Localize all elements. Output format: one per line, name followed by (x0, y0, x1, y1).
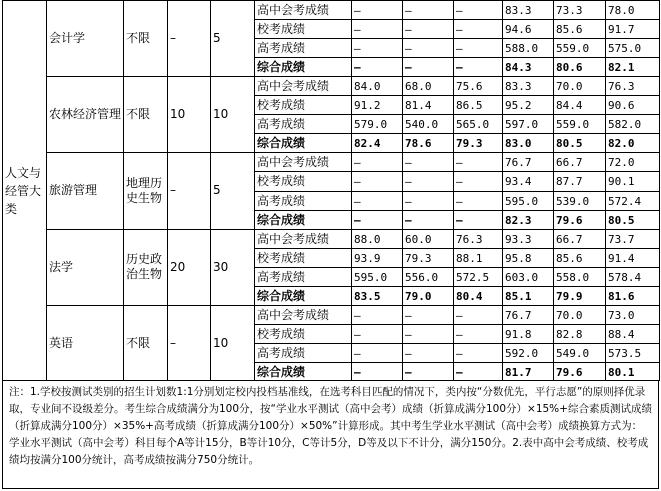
score-value: 81.7 (505, 365, 532, 379)
score-value: – (456, 155, 463, 169)
major-name: 旅游管理 (49, 183, 98, 197)
score-value: 82.8 (556, 327, 583, 341)
score-value: 79.3 (405, 251, 432, 265)
score-value: 575.0 (608, 41, 642, 55)
score-type-label: 校考成绩 (257, 97, 306, 112)
grid-vline (167, 0, 168, 381)
score-value: 82.3 (505, 213, 532, 227)
score-value: – (456, 175, 463, 188)
score-value: 91.8 (505, 327, 532, 341)
score-value: 597.0 (505, 117, 539, 131)
score-value: 556.0 (405, 270, 439, 284)
score-value: 79.6 (556, 365, 583, 379)
score-value: – (354, 41, 361, 55)
score-value: 565.0 (456, 117, 490, 131)
subject-requirement: 不限 (126, 30, 151, 45)
score-type-label: 校考成绩 (257, 326, 306, 341)
score-value: 83.0 (505, 136, 532, 150)
score-value: – (456, 346, 463, 360)
score-value: 85.1 (505, 289, 532, 303)
score-value: 79.3 (456, 136, 483, 150)
score-value: 76.3 (456, 232, 483, 246)
score-value: – (354, 22, 361, 36)
score-value: – (456, 308, 463, 322)
major-name: 会计学 (49, 30, 86, 45)
score-type-label: 综合成绩 (257, 135, 306, 150)
score-value: 80.4 (456, 289, 483, 303)
score-value: 85.6 (556, 251, 583, 265)
score-value: 75.6 (456, 79, 483, 93)
score-value: – (354, 194, 361, 208)
score-value: 73.0 (608, 308, 635, 322)
score-value: 88.1 (456, 251, 483, 265)
score-value: 93.4 (505, 175, 532, 188)
category-label: 人文与经管大类 (5, 165, 42, 216)
score-value: 93.3 (505, 232, 532, 246)
score-value: 578.4 (608, 270, 642, 284)
score-value: – (354, 155, 361, 169)
score-value: – (456, 194, 463, 208)
score-value: 82.4 (354, 136, 381, 150)
score-type-label: 高考成绩 (257, 40, 306, 55)
score-type-label: 高考成绩 (257, 345, 306, 360)
score-value: 95.8 (505, 251, 532, 265)
score-value: 73.7 (608, 232, 635, 246)
score-value: 79.0 (405, 289, 432, 303)
score-value: – (405, 346, 412, 360)
score-value: – (456, 41, 463, 55)
score-value: 73.3 (556, 3, 583, 17)
plan-count-b: 5 (213, 30, 221, 45)
score-value: 579.0 (354, 117, 388, 131)
score-value: – (405, 155, 412, 169)
score-value: 95.2 (505, 98, 532, 112)
score-value: 60.0 (405, 232, 432, 246)
score-value: – (456, 327, 463, 341)
score-type-label: 校考成绩 (257, 250, 306, 265)
score-value: 82.0 (608, 136, 635, 150)
plan-count-b: 30 (213, 259, 229, 274)
score-value: 559.0 (556, 41, 590, 55)
score-value: 80.6 (556, 60, 583, 74)
score-value: – (405, 175, 412, 188)
score-type-label: 高中会考成绩 (257, 154, 330, 169)
footnote-text: 注：1.学校按测试类别的招生计划数1:1分别划定校内投档基准线，在选考科目匹配的情况下，类内按“分数优先，平行志愿”的原则择优录取，专业间不设级差分。考生综合成绩满分为100分，按“学业水平测试（高中会考）成绩（折算成满分100分）×15%+综合素质测试成绩（折算成满分100分）×35%+高考成绩（折算成满分100分）×50%”计算形成。其中考生学业水平测试（高中会考）成绩换算方式为：学业水平测试（高中会考）科目每个A等计15分，B等计10分，C等计5分，D等及以下不计分，满分150分。2.表中高中会考成绩、校考成绩均按满分100分统计，高考成绩按满分750分统计。 (9, 386, 652, 466)
score-value: 76.7 (505, 155, 532, 169)
score-value: 80.5 (556, 136, 583, 150)
score-value: 85.6 (556, 22, 583, 36)
score-value: 78.0 (608, 3, 635, 17)
score-value: 572.4 (608, 194, 642, 208)
score-type-label: 校考成绩 (257, 21, 306, 36)
score-type-label: 综合成绩 (257, 212, 306, 227)
score-value: 94.6 (505, 22, 532, 36)
score-value: 83.3 (505, 3, 532, 17)
score-value: – (456, 3, 463, 17)
score-value: – (354, 213, 361, 227)
score-value: 84.0 (354, 79, 381, 93)
score-value: – (405, 41, 412, 55)
score-value: 88.0 (354, 232, 381, 246)
score-value: 582.0 (608, 117, 642, 131)
score-value: 84.4 (556, 98, 583, 112)
score-value: 66.7 (556, 232, 583, 246)
plan-count-a: 20 (170, 259, 186, 274)
score-type-label: 综合成绩 (257, 364, 306, 379)
score-value: 540.0 (405, 117, 439, 131)
major-name: 英语 (49, 335, 74, 350)
score-value: – (456, 365, 463, 379)
score-value: 79.6 (556, 213, 583, 227)
plan-count-b: 10 (213, 335, 229, 350)
score-value: 79.9 (556, 289, 583, 303)
score-value: – (405, 308, 412, 322)
score-value: 595.0 (354, 270, 388, 284)
score-value: – (354, 60, 361, 74)
plan-count-a: – (170, 335, 176, 350)
score-value: 72.0 (608, 155, 635, 169)
score-value: 76.7 (505, 308, 532, 322)
score-value: – (354, 346, 361, 360)
score-type-label: 综合成绩 (257, 288, 306, 303)
score-value: – (456, 60, 463, 74)
score-value: 572.5 (456, 270, 490, 284)
score-value: – (405, 22, 412, 36)
subject-requirement: 地理历史生物 (126, 175, 163, 205)
score-type-label: 高中会考成绩 (257, 2, 330, 17)
score-value: – (456, 22, 463, 36)
subject-requirement: 不限 (126, 335, 151, 350)
subject-requirement: 历史政治生物 (126, 252, 163, 281)
grid-vline (123, 0, 124, 381)
score-value: 603.0 (505, 270, 539, 284)
score-value: – (354, 175, 361, 188)
score-value: 91.4 (608, 251, 635, 265)
score-value: 86.5 (456, 98, 483, 112)
score-value: 80.5 (608, 213, 635, 227)
score-value: 88.4 (608, 327, 635, 341)
score-value: – (405, 327, 412, 341)
score-value: 70.0 (556, 79, 583, 93)
major-name: 法学 (49, 259, 74, 274)
plan-count-b: 10 (213, 106, 229, 121)
score-type-label: 综合成绩 (257, 59, 306, 74)
score-value: 84.3 (505, 60, 532, 74)
score-value: 539.0 (556, 194, 590, 208)
score-value: 90.6 (608, 98, 635, 112)
score-type-label: 高中会考成绩 (257, 307, 330, 322)
score-value: 595.0 (505, 194, 539, 208)
score-value: 83.3 (505, 79, 532, 93)
score-value: – (405, 194, 412, 208)
subject-requirement: 不限 (126, 106, 151, 121)
score-type-label: 校考成绩 (257, 174, 306, 188)
score-value: – (405, 60, 412, 74)
score-value: 91.7 (608, 22, 635, 36)
major-name: 农林经济管理 (49, 106, 121, 121)
score-value: 549.0 (556, 346, 590, 360)
score-value: 81.6 (608, 289, 635, 303)
score-value: 68.0 (405, 79, 432, 93)
score-value: 91.2 (354, 98, 381, 112)
score-value: 76.3 (608, 79, 635, 93)
score-value: – (354, 308, 361, 322)
grid-vline (46, 0, 47, 381)
score-value: – (405, 3, 412, 17)
grid-vline (210, 0, 211, 381)
score-value: 592.0 (505, 346, 539, 360)
score-value: 78.6 (405, 136, 432, 150)
score-value: 70.0 (556, 308, 583, 322)
plan-count-a: – (170, 183, 176, 197)
score-value: 93.9 (354, 251, 381, 265)
score-value: – (456, 213, 463, 227)
score-value: 559.0 (556, 117, 590, 131)
score-value: – (405, 213, 412, 227)
score-type-label: 高考成绩 (257, 116, 306, 131)
score-type-label: 高考成绩 (257, 269, 306, 284)
score-value: 588.0 (505, 41, 539, 55)
table-footnote (2, 381, 659, 489)
score-value: – (354, 3, 361, 17)
score-value: 80.1 (608, 365, 635, 379)
score-value: – (354, 327, 361, 341)
score-type-label: 高考成绩 (257, 193, 306, 208)
plan-count-a: – (170, 30, 176, 45)
score-value: 83.5 (354, 289, 381, 303)
score-value: 81.4 (405, 98, 432, 112)
score-value: – (405, 365, 412, 379)
score-value: 90.1 (608, 175, 635, 188)
plan-count-a: 10 (170, 106, 186, 121)
score-type-label: 高中会考成绩 (257, 78, 330, 93)
score-value: 558.0 (556, 270, 590, 284)
score-value: 82.1 (608, 60, 635, 74)
score-value: 87.7 (556, 175, 583, 188)
score-value: 573.5 (608, 346, 642, 360)
plan-count-b: 5 (213, 183, 221, 197)
score-value: – (354, 365, 361, 379)
score-value: 66.7 (556, 155, 583, 169)
score-type-label: 高中会考成绩 (257, 231, 330, 246)
